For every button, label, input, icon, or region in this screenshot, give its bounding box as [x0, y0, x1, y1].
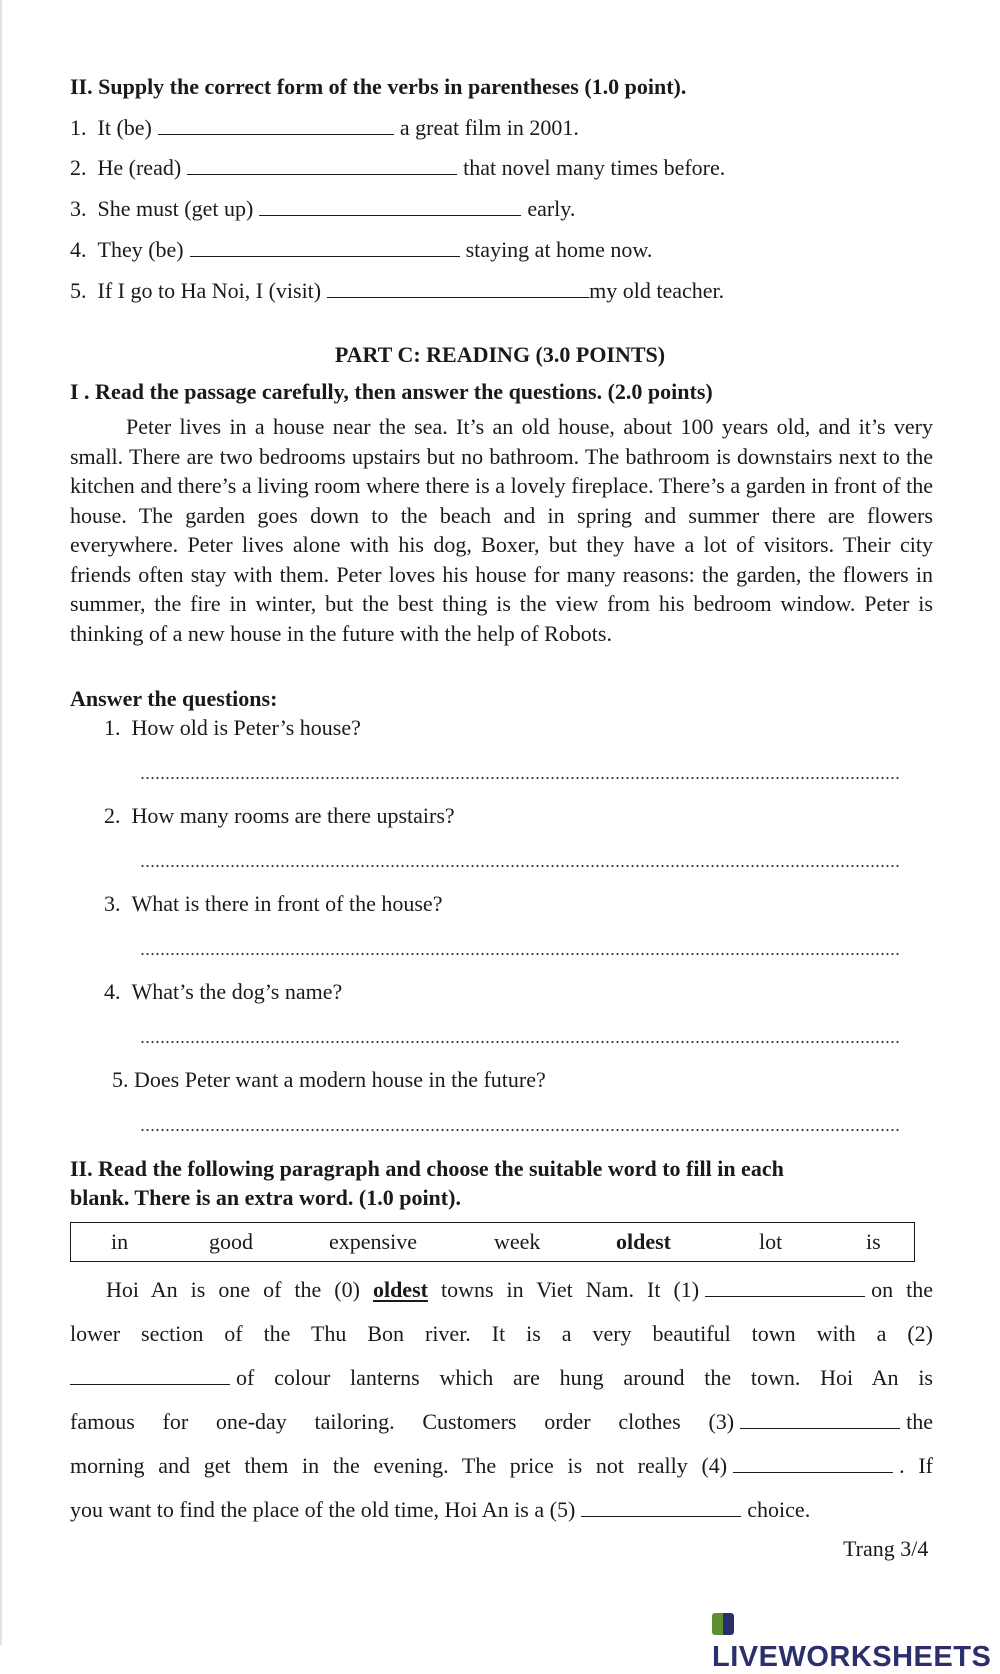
- question-2: 2. How many rooms are there upstairs?: [104, 803, 455, 828]
- question-4: 4. What’s the dog’s name?: [104, 979, 343, 1004]
- verb-answer-blank[interactable]: [190, 238, 460, 257]
- word-bank-item: lot: [759, 1229, 783, 1254]
- verb-answer-blank[interactable]: [259, 197, 521, 216]
- word-bank-item: good: [209, 1229, 253, 1254]
- reading-passage: Peter lives in a house near the sea. It’s an old house, about 100 years old, and it’s very small. There are two bedrooms upstairs but no bathroom. The bathroom is downstairs next to the kitchen and there’s a living room where there is a lovely fireplace. There’s a garden in front of the house. The garden goes down to the beach and in spring and summer there are flowers everywhere. Peter lives alone with his dog, Boxer, but they have a lot of visitors. Their city friends often stay with them. Peter loves his house for many reasons: the garden, the flowers in summer, the fire in winter, but the best thing is the view from his bedroom window. Peter is thinking of a new house in the future with the help of Robots.: [70, 414, 933, 646]
- answer-line-1[interactable]: [140, 776, 900, 780]
- question-1: 1. How old is Peter’s house?: [104, 715, 361, 740]
- example-answer: oldest: [372, 1277, 428, 1302]
- question-3: 3. What is there in front of the house?: [104, 891, 443, 916]
- page-number: Trang 3/4: [843, 1536, 929, 1561]
- question-5: 5. Does Peter want a modern house in the future?: [112, 1067, 546, 1092]
- verb-item-5: 5. If I go to Ha Noi, I (visit) my old teacher.: [70, 278, 725, 303]
- part-c-title: PART C: READING (3.0 POINTS): [334, 342, 666, 367]
- verb-item-4: 4. They (be) staying at home now.: [70, 237, 653, 262]
- word-bank: [70, 1222, 915, 1262]
- reading-heading: I . Read the passage carefully, then answer the questions. (2.0 points): [70, 379, 713, 404]
- blank-1[interactable]: [705, 1278, 865, 1297]
- verbs-heading: II. Supply the correct form of the verbs in parentheses (1.0 point).: [70, 74, 687, 99]
- verb-item-1: 1. It (be) a great film in 2001.: [70, 115, 579, 140]
- verb-item-2: 2. He (read) that novel many times before.: [70, 155, 726, 180]
- blank-2[interactable]: [70, 1366, 230, 1385]
- blank-5[interactable]: [581, 1498, 741, 1517]
- brand-mark-icon: [712, 1613, 734, 1635]
- fill-line-4: famous for one-day tailoring. Customers order clothes (3) the: [70, 1409, 933, 1434]
- word-bank-item: is: [866, 1229, 881, 1254]
- fill-line-2: lower section of the Thu Bon river. It is a very beautiful town with a (2): [70, 1321, 933, 1346]
- fill-heading-line-2: blank. There is an extra word. (1.0 point).: [70, 1185, 461, 1210]
- fill-line-1: Hoi An is one of the (0) oldest towns in Viet Nam. It (1) on the: [106, 1277, 933, 1302]
- verb-answer-blank[interactable]: [327, 279, 589, 298]
- word-bank-item: in: [111, 1229, 129, 1254]
- answer-line-5[interactable]: [140, 1128, 900, 1132]
- answer-line-2[interactable]: [140, 864, 900, 868]
- fill-line-5: morning and get them in the evening. The price is not really (4) . If: [70, 1453, 934, 1478]
- answer-line-3[interactable]: [140, 952, 900, 956]
- verb-answer-blank[interactable]: [158, 116, 394, 135]
- word-bank-item: expensive: [329, 1229, 417, 1254]
- fill-line-3: of colour lanterns which are hung around the town. Hoi An is: [70, 1356, 933, 1400]
- word-bank-item: week: [494, 1229, 541, 1254]
- blank-3[interactable]: [740, 1410, 900, 1429]
- answer-heading: Answer the questions:: [70, 686, 278, 711]
- word-bank-item: oldest: [616, 1229, 671, 1254]
- verb-item-3: 3. She must (get up) early.: [70, 196, 576, 221]
- answer-line-4[interactable]: [140, 1040, 900, 1044]
- page-edge: [0, 0, 2, 1645]
- blank-4[interactable]: [733, 1454, 893, 1473]
- brand-logo: LIVEWORKSHEETS: [712, 1608, 1000, 1674]
- verb-answer-blank[interactable]: [187, 156, 457, 175]
- fill-heading-line-1: II. Read the following paragraph and choose the suitable word to fill in each: [70, 1156, 784, 1181]
- fill-line-6: you want to find the place of the old time, Hoi An is a (5) choice.: [70, 1497, 811, 1522]
